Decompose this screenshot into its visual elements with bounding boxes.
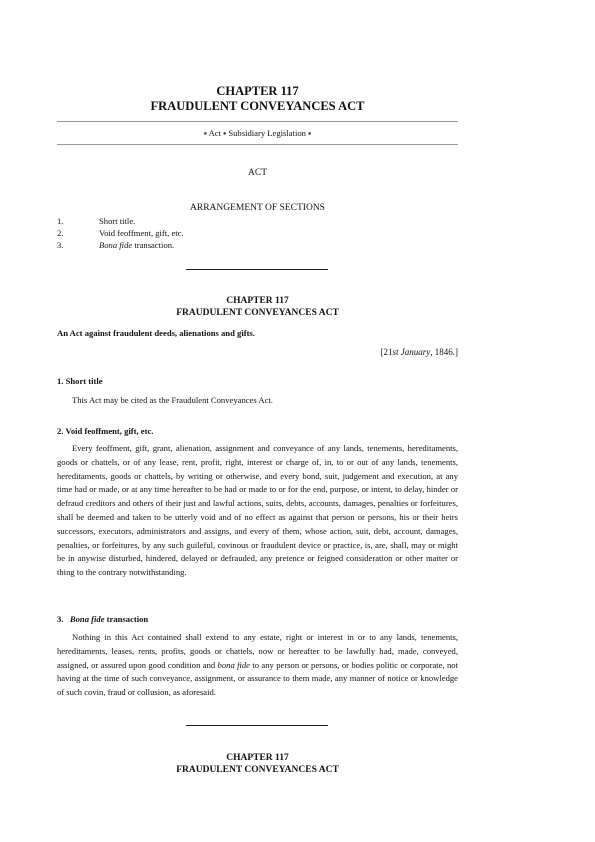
section-3-heading [57, 614, 458, 624]
toc-label[interactable]: Void feoffment, gift, etc. [99, 228, 184, 238]
section-3-body-after: to any person or persons, or bodies politic or corporate, not having at the time of such conveyance, assignment, or assurance to them made, any manner of notice or knowledge of such covin, fraud or collusion, as aforesaid. [57, 659, 458, 698]
nav-bar [57, 121, 458, 145]
act-chapter-heading: CHAPTER 117 [226, 296, 289, 306]
bullet-icon: ▪ [308, 128, 312, 138]
chapter-heading: CHAPTER 117 [216, 84, 299, 98]
toc-item[interactable] [57, 227, 458, 239]
section-3-heading-rest: transaction [104, 614, 149, 624]
section-3-body [57, 631, 458, 700]
act-chapter-title: FRAUDULENT CONVEYANCES ACT [176, 308, 339, 318]
toc-item[interactable] [57, 215, 458, 227]
table-of-contents [57, 215, 458, 251]
divider [186, 269, 328, 270]
subsidiary-legislation-link[interactable]: Subsidiary Legislation [228, 128, 306, 138]
date-italic: st January [392, 347, 431, 357]
bullet-icon: ▪ [203, 128, 207, 138]
toc-label[interactable]: Short title. [99, 216, 136, 226]
section-2-heading: 2. Void feoffment, gift, etc. [57, 426, 154, 436]
commencement-date [57, 347, 458, 357]
act-heading: ACT [248, 168, 267, 178]
date-close: , 1846.] [430, 347, 458, 357]
divider [186, 725, 328, 726]
section-3-body-before: Nothing in this Act contained shall extend to any estate, right or interest in or to any lands, tenements, hereditaments, leases, rents, profits, goods or chattels, now or hereafter to be lawfully had, made, conveyed, assigned, or assured upon good condition and [57, 632, 458, 670]
footer-chapter-heading: CHAPTER 117 [226, 753, 289, 763]
arrangement-heading: ARRANGEMENT OF SECTIONS [190, 203, 325, 213]
date-open: [21 [380, 347, 393, 357]
act-link[interactable]: Act [208, 128, 221, 138]
toc-label-rest: transaction. [132, 240, 175, 250]
toc-item[interactable] [57, 239, 458, 251]
toc-label-italic: Bona fide [99, 240, 133, 250]
section-3-body-italic: bona fide [217, 659, 250, 670]
document-page [57, 0, 458, 842]
toc-label[interactable] [99, 239, 174, 251]
bullet-icon: ▪ [223, 128, 227, 138]
section-1-heading: 1. Short title [57, 376, 103, 386]
section-3-heading-italic: Bona fide [69, 614, 105, 624]
section-1-body: This Act may be cited as the Fraudulent Conveyances Act. [72, 395, 273, 405]
toc-number: 2. [57, 228, 64, 238]
toc-number: 3. [57, 240, 64, 250]
long-title: An Act against fraudulent deeds, alienations and gifts. [57, 328, 255, 338]
section-3-number: 3. [57, 614, 64, 624]
toc-number: 1. [57, 216, 64, 226]
section-2-body: Every feoffment, gift, grant, alienation, assignment and conveyance of any lands, tenements, hereditaments, goods or chattels, or of any lease, rent, profit, right, interest or charge of, in, to or out of any lands, tenements, hereditaments, goods or chattels, by writing or otherwise, and every bond, suit, judgement and execution, at any time had or made, or at any time hereafter to be had or made to or for the end, purpose, or intent, to delay, hinder or defraud creditors and others of their just and lawful actions, suits, debts, accounts, damages, penalties or forfeitures, shall be deemed and taken to be utterly void and of no effect as against that person or persons, his or their heirs successors, executors, administrators and assigns, and every of them, whose action, suit, debt, account, damages, penalties, or forfeitures, by any such guileful, covinous or fraudulent device or practice, is, are, shall, may or might be in anywise disturbed, hindered, delayed or defrauded, any pretence or feigned consideration or other matter or thing to the contrary notwithstanding. [57, 443, 458, 578]
act-title: FRAUDULENT CONVEYANCES ACT [150, 99, 365, 113]
footer-act-title: FRAUDULENT CONVEYANCES ACT [176, 765, 339, 775]
